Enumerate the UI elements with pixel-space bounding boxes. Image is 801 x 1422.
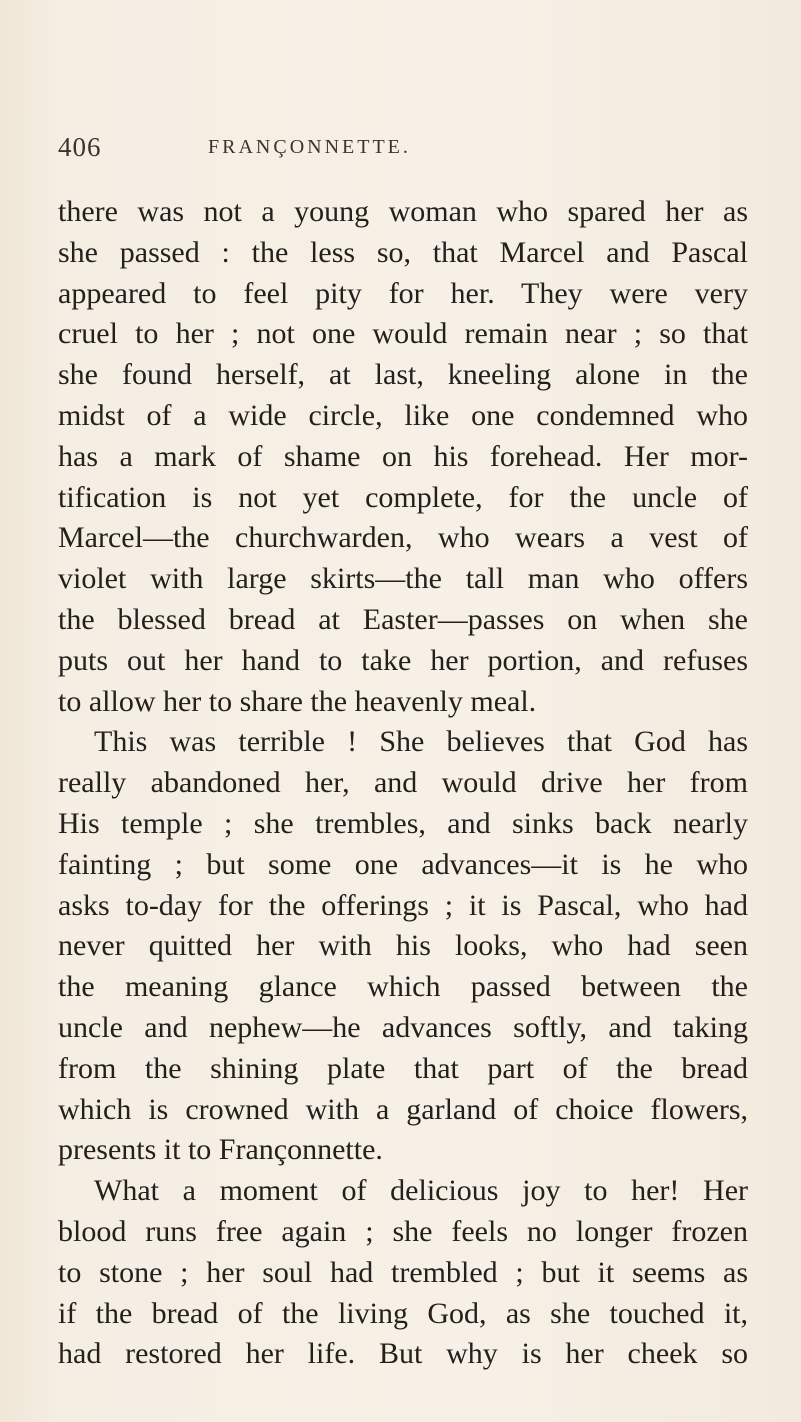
- text-line: This was terrible ! She believes that God has: [94, 725, 748, 759]
- text-line: if the bread of the living God, as she touched it,: [58, 1296, 748, 1330]
- text-line: cruel to her ; not one would remain near ; so that: [58, 317, 748, 351]
- text-line: never quitted her with his looks, who had seen: [58, 929, 748, 963]
- text-line: fainting ; but some one advances—it is he who: [58, 847, 748, 881]
- text-line: His temple ; she trembles, and sinks back nearly: [58, 806, 748, 840]
- text-line: appeared to feel pity for her. They were very: [58, 276, 748, 310]
- text-line: asks to-day for the offerings ; it is Pascal, who had: [58, 888, 748, 922]
- text-line: she found herself, at last, kneeling alone in the: [58, 358, 748, 392]
- text-line: Marcel—the churchwarden, who wears a vest of: [58, 521, 748, 555]
- text-line: she passed : the less so, that Marcel and Pascal: [58, 235, 748, 269]
- text-line: the meaning glance which passed between the: [58, 970, 748, 1004]
- text-line: What a moment of delicious joy to her! Her: [94, 1174, 748, 1208]
- text-line: the blessed bread at Easter—passes on when she: [58, 602, 748, 636]
- text-line: blood runs free again ; she feels no longer frozen: [58, 1214, 748, 1248]
- text-line: has a mark of shame on his forehead. Her mor-: [58, 439, 748, 473]
- text-line: had restored her life. But why is her cheek so: [58, 1337, 748, 1371]
- text-line: presents it to Françonnette.: [58, 1133, 383, 1167]
- text-line: puts out her hand to take her portion, and refuses: [58, 643, 748, 677]
- text-line: midst of a wide circle, like one condemned who: [58, 398, 748, 432]
- text-line: uncle and nephew—he advances softly, and taking: [58, 1010, 748, 1044]
- text-line: violet with large skirts—the tall man who offers: [58, 562, 748, 596]
- running-title: FRANÇONNETTE.: [208, 136, 411, 158]
- page-header: [58, 132, 758, 168]
- text-line: tification is not yet complete, for the uncle of: [58, 480, 748, 514]
- text-line: which is crowned with a garland of choice flowers,: [58, 1092, 748, 1126]
- text-line: really abandoned her, and would drive her from: [58, 766, 748, 800]
- text-line: to stone ; her soul had trembled ; but it seems as: [58, 1255, 748, 1289]
- page-number: 406: [58, 132, 102, 162]
- text-line: from the shining plate that part of the bread: [58, 1051, 748, 1085]
- text-line: to allow her to share the heavenly meal.: [58, 684, 537, 718]
- body-text: [58, 192, 748, 1375]
- text-line: there was not a young woman who spared her as: [58, 195, 748, 228]
